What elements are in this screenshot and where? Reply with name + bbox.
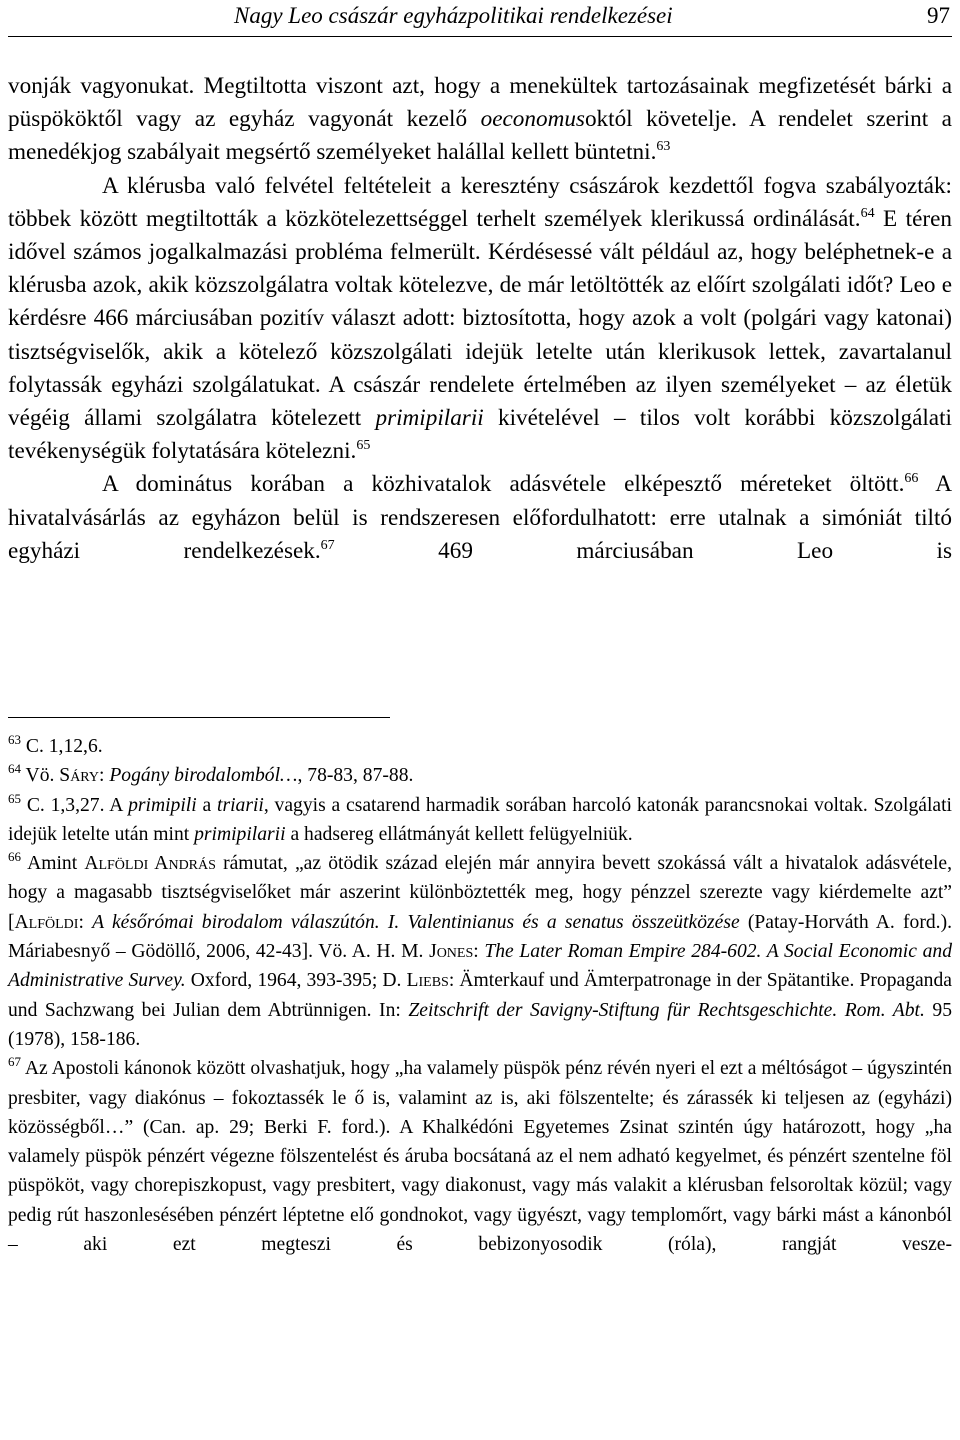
footnote-63: $^{63}$ C. 1,12,6. xyxy=(8,732,103,757)
running-title: Nagy Leo császár egyházpolitikai rendelkezései xyxy=(234,3,673,28)
footnote-66: $^{66}$ Amint Alföldi András rámutat, „az ötödik század elején már annyira bevett szokássá vált a hivatalok adásvétele, hogy a magasabb tisztségviselőket már aszerint különböztették meg, hogy pénzzel szerezte vagy kiérdemelte azt” [Alföldi: A későrómai birodalom válaszútón. I. Valentinianus és a senatus összeütközése (Patay-Horváth A. ford.). Máriabesnyő – Gödöllő, 2006, 42-43]. Vö. A. H. M. Jones: The Later Roman Empire 284-602. A Social Economic and Administrative Survey. Oxford, 1964, 393-395; D. Liebs: Ämterkauf und Ämterpatronage in der Spätantike. Propaganda und Sachzwang bei Julian dem Abtrünnigen. In: Zeitschrift der Savigny-Stiftung für Rechtsgeschichte. Rom. Abt. 95 (1978), 158-186. xyxy=(8,849,953,1050)
footnote-ref-63[interactable]: 63 xyxy=(656,139,671,155)
footnote-ref-67[interactable]: 67 xyxy=(320,537,335,553)
footnote-ref-66[interactable]: 66 xyxy=(904,471,919,487)
running-header xyxy=(8,2,952,32)
footnote-64: $^{64}$ Vö. Sáry: Pogány birodalomból…, 78-83, 87-88. xyxy=(8,761,414,787)
paragraph-1: vonják vagyonukat. Megtiltotta viszont azt, hogy a menekültek tartozásainak megfizetését bárki a püspököktől vagy az egyház vagyonát kezelő oeconomusoktól követelje. A rendelet szerint a menedékjog szabályait megsértő személyeket halállal kellett büntetni.$^{63}$ xyxy=(8,73,952,166)
footnote-67: $^{67}$ Az Apostoli kánonok között olvashatjuk, hogy „ha valamely püspök pénz révén nyeri el ezt a méltóságot – úgyszintén presbiter, vagy diakónus – fokoztassék le ő is, valamint az is, aki fölszentelte; és zárassék ki teljesen az (egyházi) közösségből…” (Can. ap. 29; Berki F. ford.). A Khalkédóni Egyetemes Zsinat szintén úgy határozott, hogy „ha valamely püspök pénzért végezne fölszentelést és áruba bocsátaná az el nem adható kegyelmet, és pénzért szentelne föl püspököt, vagy chorepiszkopust, vagy presbitert, vagy diakonust, vagy más valakit a klérusban felsoroltak közül; vagy pedig rút haszonlesésében pénzért léptetne elő gondnokot, vagy ügyészt, vagy templomőrt, vagy bárki mást a kánonból – aki ezt megteszi és bebizonyosodik (róla), rangját vesze- xyxy=(8,1054,952,1256)
header-rule xyxy=(8,36,952,37)
paragraph-2: A klérusba való felvétel feltételeit a keresztény császárok kezdettől fogva szabályozták: többek között megtiltották a közkötelezettséggel terhelt személyek klerikussá ordinálását.$^{64}$ E téren idővel számos jogalkalmazási probléma felmerült. Kérdésessé vált például az, hogy beléphetnek-e a klérusba azok, akik közszolgálatra voltak kötelezve, de már letöltötték az előírt szolgálati időt? Leo e kérdésre 466 márciusában pozitív választ adott: biztosította, hogy azok a volt (polgári vagy katonai) tisztségviselők, akik a kötelező közszolgálati idejük letelte után klerikusok lettek, zavartalanul folytassák egyházi szolgálatukat. A császár rendelete értelmében az ilyen személyeket – az életük végéig állami szolgálatra kötelezett primipilarii kivételével – tilos volt korábbi közszolgálati tevékenységük folytatására kötelezni.$^{65}$ xyxy=(8,172,952,465)
footnote-ref-64[interactable]: 64 xyxy=(860,205,875,221)
footnote-separator xyxy=(8,717,390,718)
main-text xyxy=(8,70,952,568)
footnote-ref-65[interactable]: 65 xyxy=(356,438,371,454)
footnotes xyxy=(8,732,952,1259)
footnote-65: $^{65}$ C. 1,3,27. A primipili a triarii, vagyis a csatarend harmadik sorában harcoló katonák parancsnokai voltak. Szolgálati idejük letelte után mint primipilarii a hadsereg ellátmányát kellett felügyelniük. xyxy=(8,790,952,845)
page-number: 97 xyxy=(927,3,950,28)
paragraph-3: A dominátus korában a közhivatalok adásvétele elképesztő méreteket öltött.$^{66}$ A hivatalvásárlás az egyházon belül is rendszeresen előfordulhatott: erre utalnak a simóniát tiltó egyházi rendelkezések.$^{67}$ 469 márciusában Leo is xyxy=(8,471,952,564)
